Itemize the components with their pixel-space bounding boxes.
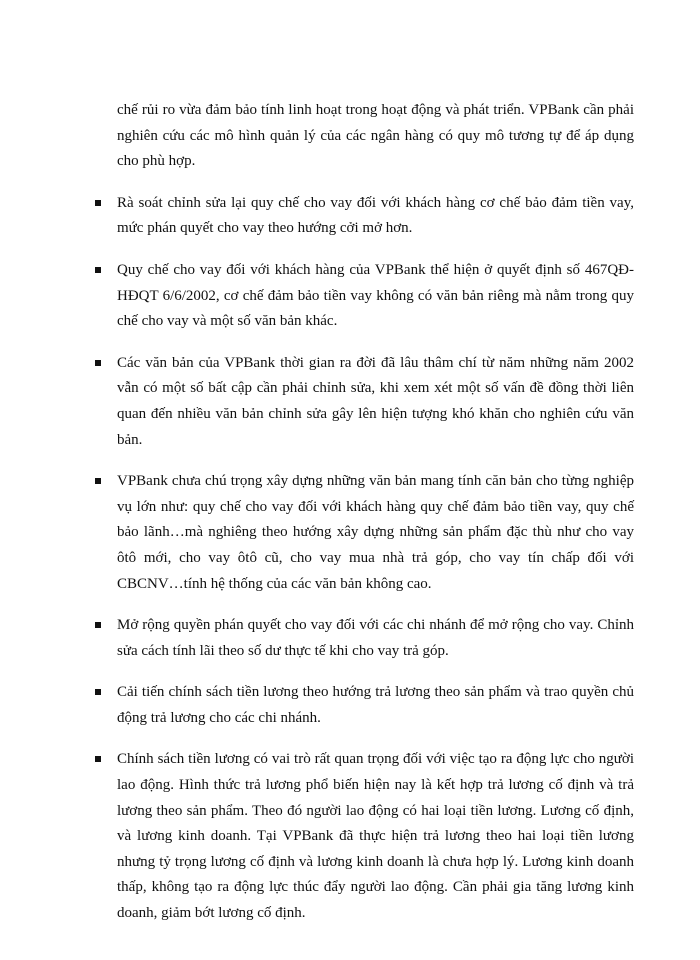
bullet-item-3 — [117, 351, 634, 453]
bullet-item-1 — [117, 191, 634, 242]
intro-paragraph: chế rủi ro vừa đảm bảo tính linh hoạt trong hoạt động và phát triển. VPBank cần phải nghiên cứu các mô hình quản lý của các ngân hàng có quy mô tương tự để áp dụng cho phù hợp. — [117, 102, 634, 170]
bullet-text: Các văn bản của VPBank thời gian ra đời đã lâu thâm chí từ năm những năm 2002 vẫn có một số bất cập cần phải chỉnh sửa, khi xem xét một số vấn đề đồng thời liên quan đến nhiều văn bản chỉnh sửa gây lên hiện tượng khó khăn cho nghiên cứu văn bản. — [117, 354, 634, 448]
bullet-item-4 — [117, 469, 634, 597]
square-bullet-icon — [95, 478, 101, 484]
square-bullet-icon — [95, 360, 101, 366]
square-bullet-icon — [95, 622, 101, 628]
bullet-item-2 — [117, 258, 634, 335]
square-bullet-icon — [95, 200, 101, 206]
bullet-text: Quy chế cho vay đối với khách hàng của VPBank thể hiện ở quyết định số 467QĐ-HĐQT 6/6/2002, cơ chế đảm bảo tiền vay không có văn bản riêng mà nằm trong quy chế cho vay và một số văn bản khác. — [117, 261, 634, 330]
bullet-text: Mở rộng quyền phán quyết cho vay đối với các chi nhánh để mở rộng cho vay. Chỉnh sửa cách tính lãi theo số dư thực tế khi cho vay trả góp. — [117, 617, 634, 659]
bullet-text: Rà soát chỉnh sửa lại quy chế cho vay đối với khách hàng cơ chế bảo đảm tiền vay, mức phán quyết cho vay theo hướng cởi mở hơn. — [117, 194, 634, 237]
bullet-item-5 — [117, 613, 634, 664]
bullet-text: VPBank chưa chú trọng xây dựng những văn bản mang tính căn bản cho từng nghiệp vụ lớn như: quy chế cho vay đối với khách hàng quy chế đảm bảo tiền vay, quy chế bảo lãnh…mà nghiêng theo hướng xây dựng những sản phẩm đặc thù như cho vay ôtô mới, cho vay ôtô cũ, cho vay mua nhà trả góp, cho vay tín chấp đối với CBCNV…tính hệ thống của các văn bản không cao. — [117, 473, 634, 592]
square-bullet-icon — [95, 756, 101, 762]
square-bullet-icon — [95, 267, 101, 273]
square-bullet-icon — [95, 689, 101, 695]
bullet-item-6 — [117, 680, 634, 731]
bullet-item-7 — [117, 747, 634, 926]
bullet-text: Cải tiến chính sách tiền lương theo hướng trả lương theo sản phẩm và trao quyền chủ động trả lương cho các chi nhánh. — [117, 684, 634, 726]
bullet-text: Chính sách tiền lương có vai trò rất quan trọng đối với việc tạo ra động lực cho người lao động. Hình thức trả lương phổ biến hiện nay là kết hợp trả lương cố định và trả lương theo sản phẩm. Theo đó người lao động có hai loại tiền lương. Lương cố định, và lương kinh doanh. Tại VPBank đã thực hiện trả lương theo hai loại tiền lương nhưng tỷ trọng lương cố định và lương kinh doanh là chưa hợp lý. Lương kinh doanh thấp, không tạo ra động lực thúc đẩy người lao động. Cần phải gia tăng lương kinh doanh, giảm bớt lương cố định. — [117, 751, 634, 922]
